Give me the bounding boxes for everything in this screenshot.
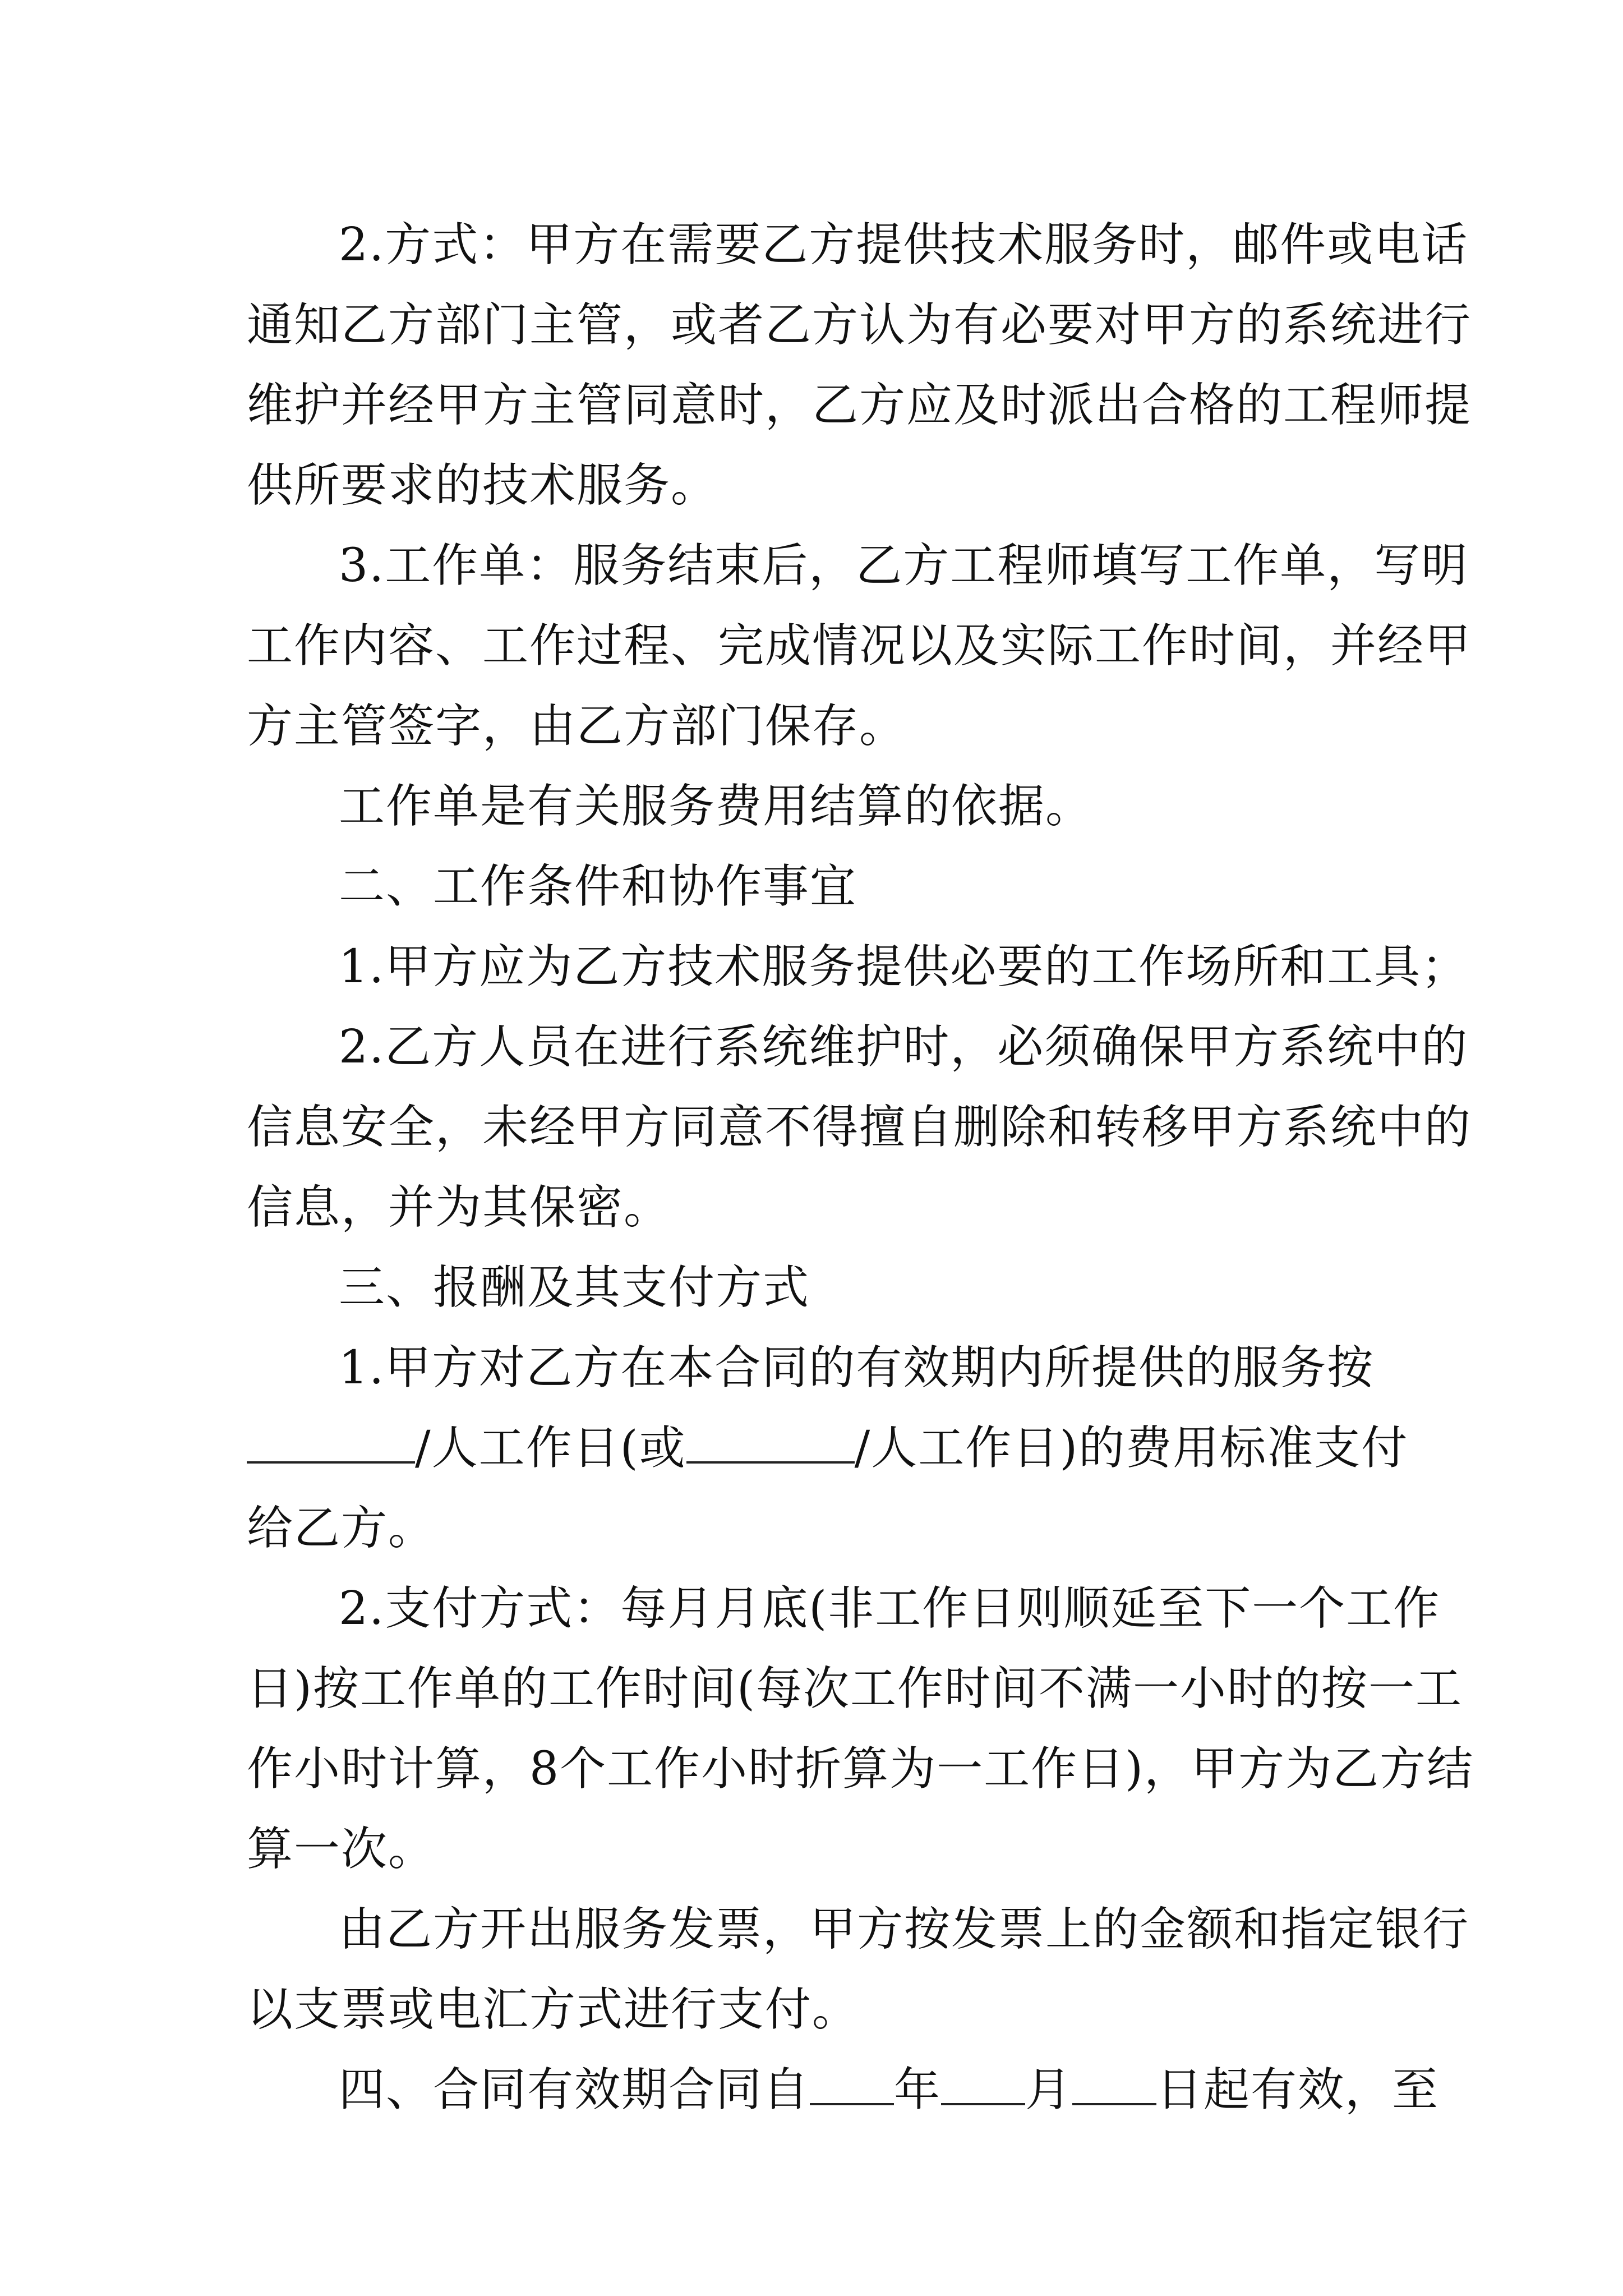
text-line: 2.支付方式：每月月底(非工作日则顺延至下一个工作: [339, 1582, 1441, 1635]
text-line-with-blanks: [247, 1408, 1409, 1488]
text-line: 工作内容、工作过程、完成情况以及实际工作时间，并经甲: [247, 619, 1472, 673]
fill-in-blank[interactable]: [247, 1411, 415, 1464]
text-line-with-blanks: [247, 2050, 1440, 2130]
text-fragment: /人工作日(或: [415, 1421, 686, 1475]
section-heading-work-conditions: [247, 846, 1380, 927]
paragraph-service-method: [247, 205, 1472, 526]
text-line: 1.甲方应为乙方技术服务提供必要的工作场所和工具；: [339, 940, 1469, 993]
text-fragment: /人工作日)的费用标准支付: [854, 1421, 1409, 1475]
text-fragment: 年: [894, 2063, 942, 2116]
text-line: 3.工作单：服务结束后，乙方工程师填写工作单，写明: [339, 539, 1469, 592]
text-fragment: 四、合同有效期合同自: [339, 2063, 810, 2116]
text-line: 由乙方开出服务发票，甲方按发票上的金额和指定银行: [339, 1903, 1470, 1956]
fill-in-blank[interactable]: [686, 1411, 855, 1464]
text-line: 2.乙方人员在进行系统维护时，必须确保甲方系统中的: [339, 1020, 1469, 1074]
text-line: 给乙方。: [247, 1502, 436, 1555]
paragraph-information-security: [247, 1007, 1472, 1248]
paragraph-payment-method: [247, 1568, 1474, 1889]
text-line: 1.甲方对乙方在本合同的有效期内所提供的服务按: [339, 1341, 1375, 1395]
text-fragment: 日起有效，至: [1156, 2063, 1440, 2116]
text-line: 方主管签字，由乙方部门保存。: [247, 700, 907, 753]
text-line: 以支票或电汇方式进行支付。: [247, 1983, 860, 2036]
text-line: 2.方式：甲方在需要乙方提供技术服务时，邮件或电话: [339, 218, 1469, 272]
section-heading: 三、报酬及其支付方式: [339, 1261, 810, 1314]
fill-in-blank-day[interactable]: [1072, 2053, 1156, 2105]
text-line: 维护并经甲方主管同意时，乙方应及时派出合格的工程师提: [247, 379, 1472, 432]
section-heading-payment: [247, 1248, 1380, 1328]
section-heading: 二、工作条件和协作事宜: [339, 860, 857, 913]
fill-in-blank-month[interactable]: [941, 2053, 1025, 2105]
text-line: 算一次。: [247, 1823, 436, 1876]
paragraph-work-order-basis: [247, 766, 1380, 846]
text-line: 工作单是有关服务费用结算的依据。: [339, 780, 1093, 833]
fill-in-blank-year[interactable]: [810, 2053, 894, 2105]
text-line: 作小时计算，8个工作小时折算为一工作日)，甲方为乙方结: [247, 1742, 1474, 1796]
paragraph-fee-standard: [247, 1328, 1409, 1568]
document-body: [247, 205, 1474, 2130]
text-line: 日)按工作单的工作时间(每次工作时间不满一小时的按一工: [247, 1662, 1463, 1715]
paragraph-workplace: [247, 927, 1469, 1007]
text-line: 通知乙方部门主管，或者乙方认为有必要对甲方的系统进行: [247, 298, 1472, 352]
text-fragment: 月: [1025, 2063, 1073, 2116]
paragraph-contract-validity: [247, 2050, 1440, 2130]
paragraph-invoice: [247, 1889, 1470, 2050]
text-line: 信息，并为其保密。: [247, 1181, 671, 1234]
paragraph-work-order: [247, 526, 1472, 766]
text-line: 供所要求的技术服务。: [247, 459, 718, 512]
text-line: 信息安全，未经甲方同意不得擅自删除和转移甲方系统中的: [247, 1101, 1472, 1154]
